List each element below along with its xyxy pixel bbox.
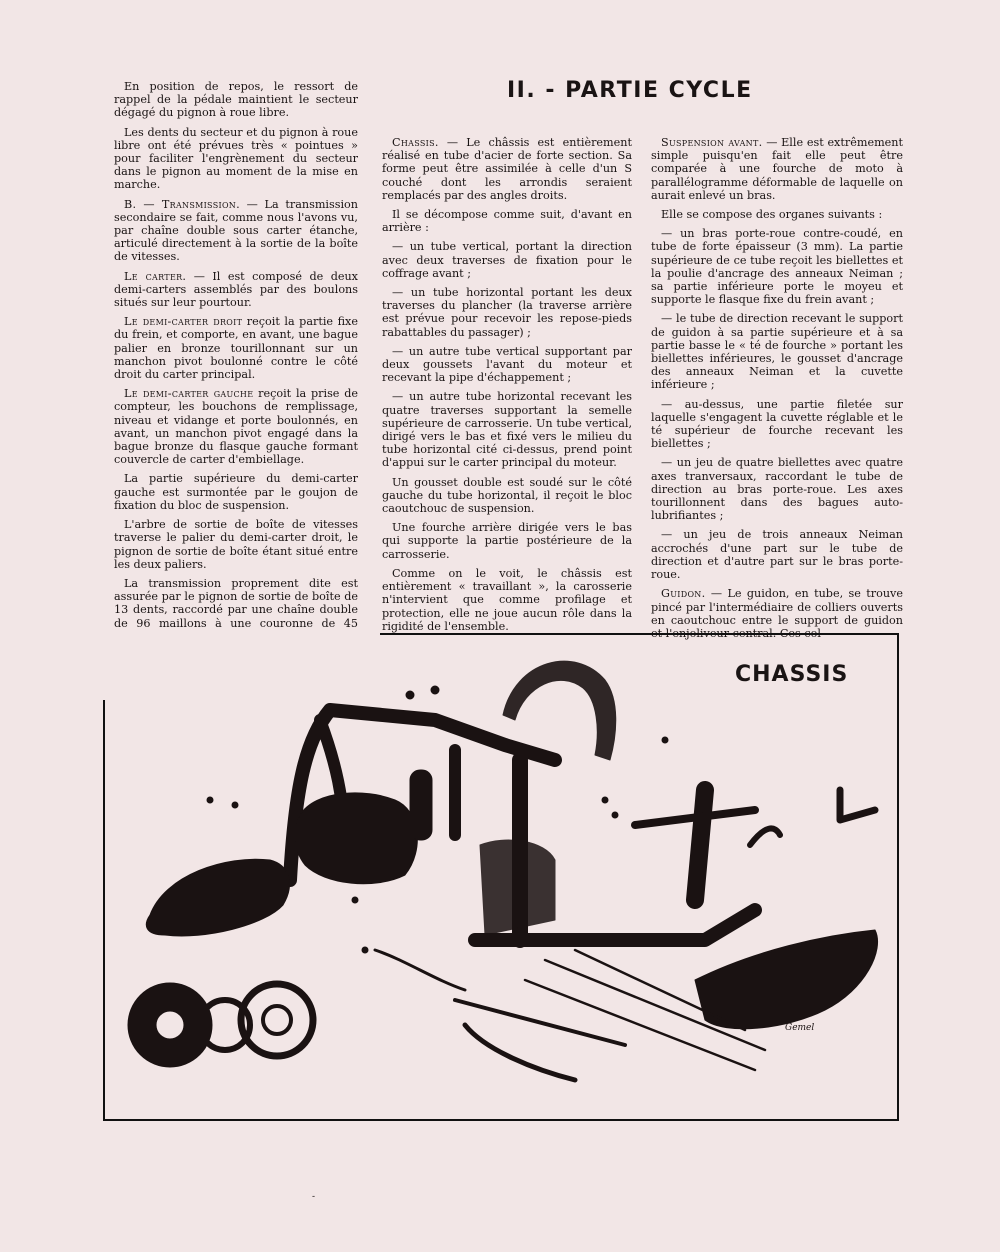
run-in-heading: Le demi-carter gauche [124,387,254,401]
floor-panel-drawing [695,930,878,1029]
fuel-tank-drawing [295,793,417,884]
run-in-heading: Le demi-carter droit [124,315,243,329]
paragraph-text: — Elle est extrêmement simple puisqu'en fait elle peut être comparée à une fourche de moto à parallélogramme déformable de laquelle on aurait enlevé un bras. [651,136,903,202]
paragraph: — au-dessus, une partie filetée sur laquelle s'engagent la cuvette réglable et le té supérieur de fourche recevant les biellettes ; [651,397,903,451]
paragraph [114,387,358,466]
text-column-2 [382,136,632,639]
chassis-exploded-diagram [105,650,895,1115]
text-column-1 [114,80,358,695]
paragraph: — un jeu de trois anneaux Neiman accrochés d'une part sur le tube de direction et d'autre part sur le bras porte-roue. [651,528,903,582]
paragraph [651,136,903,202]
steering-tube-drawing [695,790,705,900]
bolt-drawing [207,797,213,803]
artist-signature: Gemel [785,1023,815,1033]
figure-label: CHASSIS [735,662,849,687]
paragraph-text: reçoit la partie fixe du frein, et comporte, en avant, une bague palier en bronze tourillonnant sur un manchon pivot boulonné contre le côté droit du carter principal. [114,315,358,382]
paragraph [114,270,358,310]
handlebar-bracket-drawing [840,790,875,820]
suspension-spring-drawing [410,770,432,840]
run-in-heading: Chassis. [392,136,439,149]
paragraph: Une fourche arrière dirigée vers le bas qui supporte la partie postérieure de la carrosserie. [382,521,632,561]
paragraph-text: — Le châssis est entièrement réalisé en tube d'acier de forte section. Sa forme peut être assimilée à celle d'un S couché dont les arrondis seraient remplacés par des angles droits. [382,136,632,202]
leg-shield-drawing [146,859,289,936]
paragraph: Comme on le voit, le châssis est entièrement « travaillant », la carosserie n'intervient que comme profilage et protection, elle ne joue aucun rôle dans la rigidité de l'ensemble. [382,566,632,633]
paragraph: — le tube de direction recevant le support de guidon à sa partie supérieure et à sa partie basse le « té de fourche » portant les biellettes inférieures, le gousset d'ancrage des anneaux Neiman et la cuvette inférieure ; [651,312,903,392]
paragraph-text: — Le guidon, en tube, se trouve pincé par l'intermédiaire de colliers ouverts en caoutchouc entre le support de guidon et l'enjoliveur central. Ces col- [651,587,903,640]
paragraph: Un gousset double est soudé sur le côté gauche du tube horizontal, il reçoit le bloc caoutchouc de suspension. [382,475,632,516]
paragraph-text: — La transmission secondaire se fait, comme nous l'avons vu, par chaîne double sous carter étanche, articulé directement à la sortie de la boîte de vitesses. [114,197,359,264]
run-in-heading: B. — Transmission. [124,197,240,211]
crankcase-drawing [480,840,555,935]
paragraph: Elle se compose des organes suivants : [661,208,883,222]
paragraph: La partie supérieure du demi-carter gauche est surmontée par le goujon de fixation du bloc de suspension. [114,472,358,512]
paragraph: — un bras porte-roue contre-coudé, en tube de forte épaisseur (3 mm). La partie supérieure de ce tube reçoit les biellettes et la poulie d'ancrage des anneaux Neiman ; sa partie inférieure porte le moyeu et supporte le flasque fixe du frein avant ; [651,227,903,307]
run-in-heading: Le carter. [124,269,187,283]
paragraph: L'arbre de sortie de boîte de vitesses traverse le palier du demi-carter droit, le pignon de sortie de boîte étant situé entre les deux paliers. [114,518,358,571]
paragraph: En position de repos, le ressort de rappel de la pédale maintient le secteur dégagé du pignon à roue libre. [114,80,358,120]
text-column-3 [651,136,903,646]
paragraph: — un tube vertical, portant la direction avec deux traverses de fixation pour le coffrage avant ; [382,240,632,280]
paragraph: — un autre tube horizontal recevant les quatre traverses supportant la semelle supérieure de carrosserie. Un tube vertical, dirigé vers le bas et fixé vers le milieu du tube horizontal cité ci-dessus, prend point d'appui sur le carter principal du moteur. [382,390,632,470]
paragraph [382,136,632,202]
paragraph: — un tube horizontal portant les deux traverses du plancher (la traverse arrière est prévue pour recevoir les repose-pieds rabattables du passager) ; [382,286,632,339]
paragraph-text: — Il est composé de deux demi-carters assemblés par des boulons situés sur leur pourtour. [114,269,358,310]
paragraph [114,198,358,264]
paragraph: Il se décompose comme suit, d'avant en arrière : [382,208,632,235]
paragraph: — un autre tube vertical supportant par deux goussets l'avant du moteur et recevant la pipe d'échappement ; [382,344,632,385]
paragraph-text: reçoit la prise de compteur, les bouchons de remplissage, niveau et vidange et porte boulonnés, en avant, un manchon pivot engagé dans la bague bronze du flasque gauche formant couvercle de carter d'embiellage. [114,387,358,467]
paragraph: La transmission proprement dite est assurée par le pignon de sortie de boîte de 13 dents, raccordé par une chaîne double de 96 maillons à une couronne de 45 [114,576,358,630]
page-mark: - [312,1192,316,1202]
run-in-heading: Suspension avant. [661,136,763,149]
run-in-heading: Guidon. [661,587,706,601]
paragraph: Les dents du secteur et du pignon à roue libre ont été prévues très « pointues » pour faciliter l'engrènement du secteur dans le pignon au moment de la mise en marche. [114,125,358,192]
paragraph [114,315,358,381]
section-title: II. - PARTIE CYCLE [507,78,753,103]
paragraph: — un jeu de quatre biellettes avec quatre axes tranversaux, raccordant le tube de direction au bras porte-roue. Les axes tourillonnent dans des bagues auto-lubrifiantes ; [651,456,903,523]
